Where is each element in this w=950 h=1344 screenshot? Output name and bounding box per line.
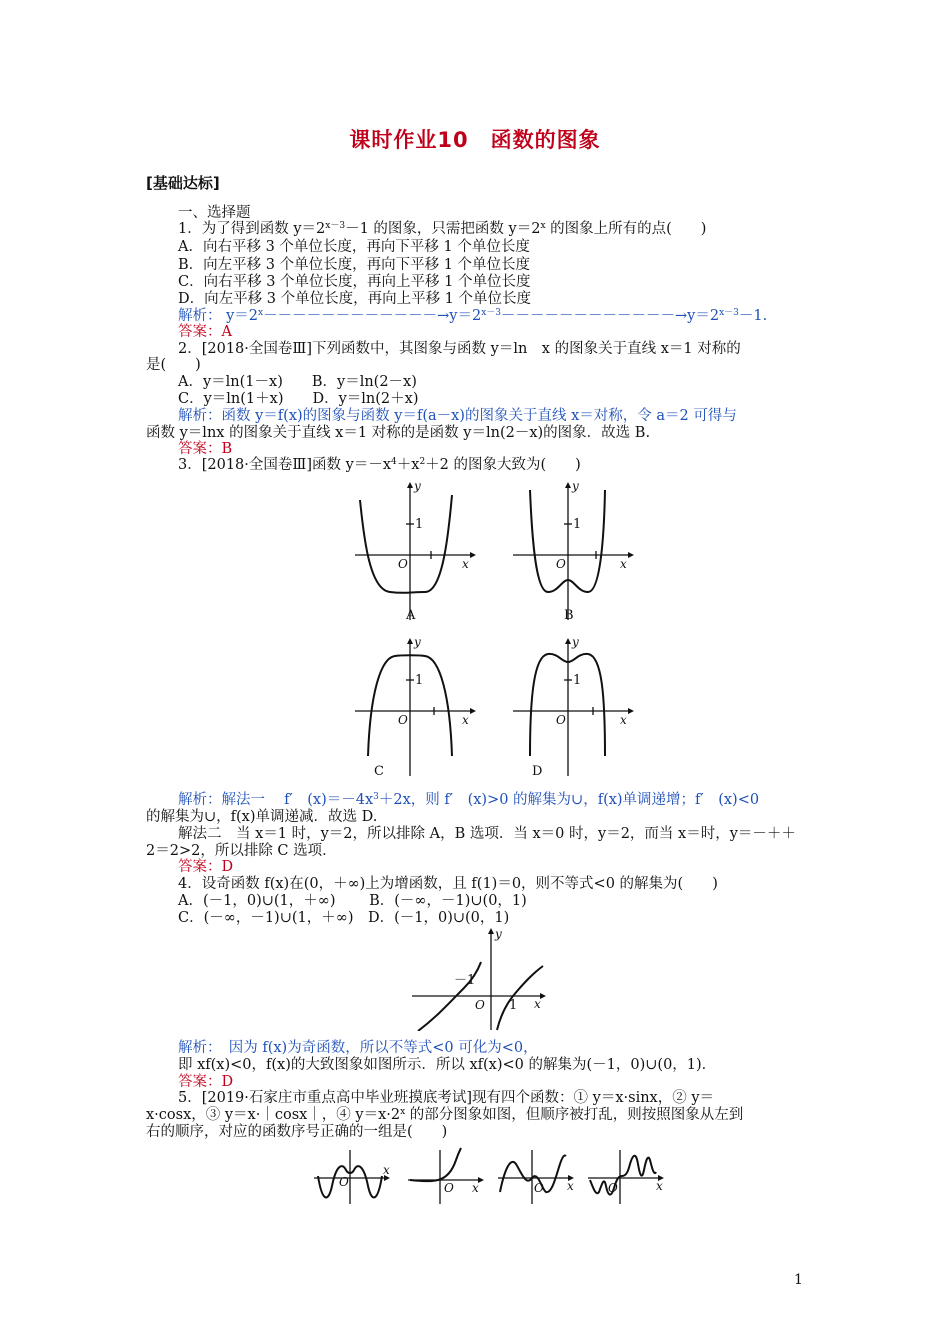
text-line: 右的顺序，对应的函数序号正确的一组是( ): [146, 1124, 448, 1140]
q3-a-label: A: [406, 608, 416, 623]
q4-tick-neg: －1: [454, 973, 476, 988]
q3-d-label: D: [532, 764, 543, 779]
text-line: 5．[2019·石家庄市重点高中毕业班摸底考试]现有四个函数：① y＝x·sinx，② y＝: [178, 1090, 715, 1106]
q5-graph-4: [586, 1146, 670, 1206]
q4-tick-pos: 1: [509, 998, 518, 1013]
q4-axis-y: y: [495, 927, 502, 941]
q5-g4-origin: O: [608, 1181, 618, 1195]
text-line: C．y＝ln(1＋x) D．y＝ln(2＋x): [178, 391, 419, 407]
page-title: 课时作业10 函数的图象: [349, 128, 601, 152]
q5-g4-axis-x: x: [656, 1179, 663, 1193]
section-heading: [基础达标]: [146, 174, 220, 192]
q3-b-axis-y: y: [572, 480, 579, 493]
q3-a-axis-y: y: [414, 480, 421, 493]
q3-graph-b: [508, 480, 638, 625]
q3-b-label: B: [564, 608, 574, 623]
text-line: 2．[2018·全国卷Ⅲ]下列函数中，其图象与函数 y＝ln x 的图象关于直线 x＝1 对称的: [178, 341, 741, 357]
text-line: 4．设奇函数 f(x)在(0，＋∞)上为增函数，且 f(1)＝0，则不等式<0 的解集为( ): [178, 876, 718, 892]
text-line: 答案：B: [178, 441, 233, 457]
text-line: 1．为了得到函数 $y=2^{x-3}-1$ 的图象，只需把函数 $y=2^x$ 的图象上所有的点( ): [178, 221, 707, 237]
text-line: 答案：A: [178, 324, 232, 340]
text-line: 即 xf(x)<0，f(x)的大致图象如图所示．所以 xf(x)<0 的解集为(－1，0)∪(0，1)．: [178, 1057, 717, 1073]
q3-d-axis-y: y: [572, 636, 579, 649]
q3-d-axis-x: x: [620, 713, 627, 727]
text-line: 解析： $y=2^x------------\to y=2^{x-3}------------\to y=2^{x-3}-1$.: [178, 308, 768, 324]
q3-graph-c: [350, 636, 480, 781]
text-line: 是( ): [146, 357, 201, 373]
text-line: D．向左平移 3 个单位长度，再向上平移 1 个单位长度: [178, 291, 532, 307]
text-line: x·cosx，③ y＝x·｜cosx｜，④ $y=x\cdot 2^x$ 的部分图象如图，但顺序被打乱，则按照图象从左到: [146, 1107, 744, 1123]
q3-graph-a: [350, 480, 480, 625]
q3-b-tick: 1: [573, 517, 582, 532]
q5-graph-3: [496, 1146, 580, 1206]
q4-axis-x: x: [534, 997, 541, 1011]
q3-b-axis-x: x: [620, 557, 627, 571]
q3-a-tick: 1: [415, 517, 424, 532]
q3-c-origin: O: [398, 713, 408, 727]
q3-d-tick: 1: [573, 673, 582, 688]
q3-a-axis-x: x: [462, 557, 469, 571]
text-line: B．向左平移 3 个单位长度，再向下平移 1 个单位长度: [178, 257, 531, 273]
q4-graph: [408, 926, 558, 1031]
q5-g1-axis-x: x: [383, 1163, 390, 1177]
q5-graph-2: [406, 1146, 490, 1206]
q3-c-label: C: [374, 764, 384, 779]
text-line: 解析：函数 y＝f(x)的图象与函数 y＝f(a－x)的图象关于直线 x＝对称，令 a＝2 可得与: [178, 408, 737, 424]
q5-graph-1: [312, 1146, 396, 1206]
text-line: 一、选择题: [178, 205, 251, 221]
q3-c-tick: 1: [415, 673, 424, 688]
q3-graph-d: [508, 636, 638, 781]
q4-origin: O: [475, 998, 485, 1012]
q3-c-axis-x: x: [462, 713, 469, 727]
text-line: 2＝2>2，所以排除 C 选项．: [146, 843, 337, 859]
q5-g1-origin: O: [339, 1175, 349, 1189]
text-line: 答案：D: [178, 1074, 234, 1090]
text-line: A．向右平移 3 个单位长度，再向下平移 1 个单位长度: [178, 239, 530, 255]
q3-a-origin: O: [398, 557, 408, 571]
text-line: 的解集为∪，f(x)单调递减．故选 D.: [146, 809, 378, 825]
q5-g2-axis-x: x: [472, 1181, 479, 1195]
text-line: C．(－∞，－1)∪(1，＋∞) D．(－1，0)∪(0，1): [178, 910, 510, 926]
text-line: A．y＝ln(1－x) B．y＝ln(2－x): [178, 374, 417, 390]
text-line: C．向右平移 3 个单位长度，再向上平移 1 个单位长度: [178, 274, 531, 290]
text-line: A．(－1，0)∪(1，＋∞) B．(－∞，－1)∪(0，1): [178, 893, 527, 909]
q3-b-origin: O: [556, 557, 566, 571]
q3-c-axis-y: y: [414, 636, 421, 649]
q5-g3-origin: O: [534, 1181, 544, 1195]
q5-g3-axis-x: x: [567, 1179, 574, 1193]
q3-d-origin: O: [556, 713, 566, 727]
text-line: 解法二 当 x＝1 时，y＝2，所以排除 A，B 选项．当 x＝0 时，y＝2，而当 x＝时，y＝－＋＋: [178, 826, 796, 842]
page-number: 1: [794, 1272, 803, 1288]
text-line: 函数 y＝lnx 的图象关于直线 x＝1 对称的是函数 y＝ln(2－x)的图象．故选 B.: [146, 425, 651, 441]
text-line: 解析：解法一 f′ $(x)=-4x^3+2x$，则 f′ (x)>0 的解集为∪，f(x)单调递增；f′ (x)<0: [178, 792, 760, 808]
text-line: 答案：D: [178, 859, 234, 875]
q5-g2-origin: O: [444, 1181, 454, 1195]
text-line: 3．[2018·全国卷Ⅲ]函数 $y=-x^4+x^2+2$ 的图象大致为( ): [178, 457, 581, 473]
text-line: 解析： 因为 f(x)为奇函数，所以不等式<0 可化为<0，: [178, 1040, 538, 1056]
